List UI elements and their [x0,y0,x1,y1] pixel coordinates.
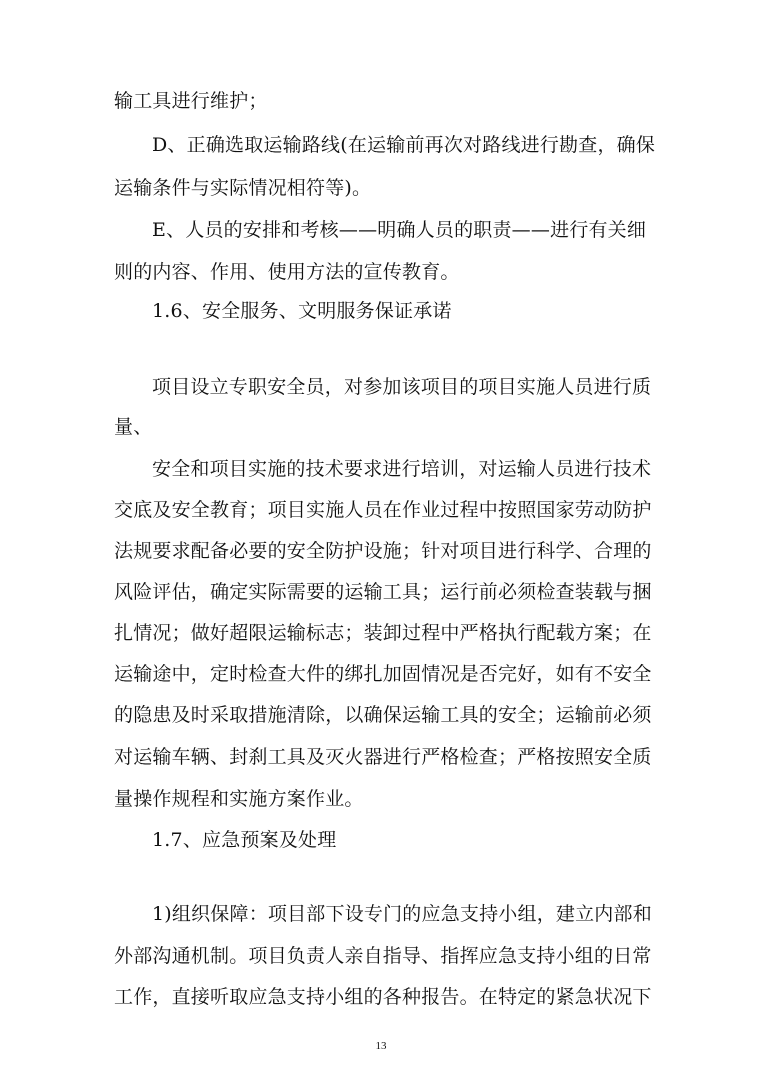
text-line: 1)组织保障：项目部下设专门的应急支持小组，建立内部和 [152,903,652,925]
text-line: 运输条件与实际情况相符等)。 [114,177,372,199]
page-number: 13 [375,1040,387,1052]
text-line: 输工具进行维护； [114,90,268,112]
text-line: 风险评估，确定实际需要的运输工具；运行前必须检查装载与捆 [114,581,652,603]
text-line: 法规要求配备必要的安全防护设施；针对项目进行科学、合理的 [114,540,652,562]
text-line: 的隐患及时采取措施清除，以确保运输工具的安全；运输前必须 [114,704,652,726]
section-heading: 1.6、安全服务、文明服务保证承诺 [152,300,452,322]
text-line: 量、 [114,416,153,438]
text-line: D、正确选取运输路线(在运输前再次对路线进行勘查，确保 [152,134,656,156]
text-line: 扎情况；做好超限运输标志；装卸过程中严格执行配载方案；在 [114,622,652,644]
section-heading: 1.7、应急预案及处理 [152,829,337,851]
text-line: 运输途中，定时检查大件的绑扎加固情况是否完好，如有不安全 [114,663,652,685]
text-line: 则的内容、作用、使用方法的宣传教育。 [114,261,460,283]
text-line: 交底及安全教育；项目实施人员在作业过程中按照国家劳动防护 [114,499,652,521]
text-line: 项目设立专职安全员，对参加该项目的项目实施人员进行质 [152,376,652,398]
text-line: E、人员的安排和考核——明确人员的职责——进行有关细 [152,219,647,241]
text-line: 安全和项目实施的技术要求进行培训，对运输人员进行技术 [152,458,652,480]
text-line: 对运输车辆、封刹工具及灭火器进行严格检查；严格按照安全质 [114,746,652,768]
text-line: 外部沟通机制。项目负责人亲自指导、指挥应急支持小组的日常 [114,945,652,967]
text-line: 量操作规程和实施方案作业。 [114,788,364,810]
text-line: 工作，直接听取应急支持小组的各种报告。在特定的紧急状况下 [114,986,652,1008]
